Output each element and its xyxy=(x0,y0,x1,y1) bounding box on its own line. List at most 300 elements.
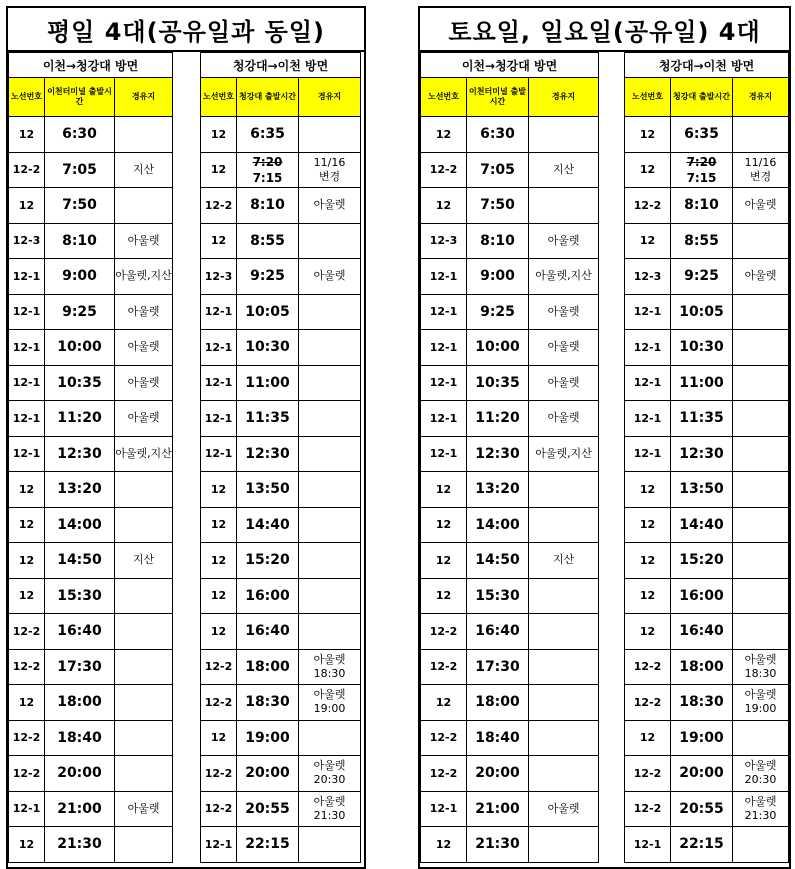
departure-time: 7:50 xyxy=(45,188,115,224)
table-row xyxy=(625,188,789,224)
departure-time: 9:25 xyxy=(467,294,529,330)
table-row xyxy=(201,401,361,437)
table-row xyxy=(625,365,789,401)
route-number: 12 xyxy=(421,543,467,579)
table-row xyxy=(625,649,789,685)
table-row xyxy=(9,401,173,437)
table-row xyxy=(9,330,173,366)
via-note: 19:00 xyxy=(744,702,777,716)
column-header: 노선번호 xyxy=(625,78,671,117)
weekend-panel xyxy=(418,6,791,869)
via-label: 아울렛 xyxy=(313,688,346,702)
via-stop xyxy=(115,649,173,685)
weekend-title: 토요일, 일요일(공유일) 4대 xyxy=(420,8,789,52)
route-number: 12-1 xyxy=(625,294,671,330)
route-number: 12-2 xyxy=(201,791,237,827)
via-note: 변경 xyxy=(318,169,341,183)
departure-time: 18:40 xyxy=(467,720,529,756)
table-row xyxy=(421,649,599,685)
departure-time: 16:00 xyxy=(237,578,299,614)
departure-time: 9:00 xyxy=(45,259,115,295)
route-number: 12-1 xyxy=(9,294,45,330)
route-number: 12 xyxy=(201,578,237,614)
table-row xyxy=(625,791,789,827)
route-number: 12-1 xyxy=(421,436,467,472)
table-row xyxy=(9,365,173,401)
route-number: 12 xyxy=(201,117,237,153)
departure-time: 8:55 xyxy=(671,223,733,259)
via-stop xyxy=(733,720,789,756)
via-stop: 아울렛 xyxy=(115,791,173,827)
via-stop xyxy=(529,827,599,863)
departure-time: 22:15 xyxy=(237,827,299,863)
departure-time: 18:00 xyxy=(237,649,299,685)
column-header-row xyxy=(201,78,361,117)
departure-time: 10:35 xyxy=(45,365,115,401)
route-number: 12 xyxy=(9,578,45,614)
via-stop: 지산 xyxy=(115,152,173,188)
departure-time: 17:30 xyxy=(467,649,529,685)
route-number: 12-2 xyxy=(421,614,467,650)
via-stop xyxy=(299,578,361,614)
departure-time: 9:00 xyxy=(467,259,529,295)
via-note: 18:30 xyxy=(744,666,777,680)
route-number: 12 xyxy=(201,543,237,579)
via-note: 18:30 xyxy=(313,666,346,680)
table-row xyxy=(625,827,789,863)
route-number: 12 xyxy=(625,472,671,508)
route-number: 12-2 xyxy=(421,152,467,188)
via-stop xyxy=(733,649,789,685)
via-stop: 아울렛 xyxy=(115,365,173,401)
via-stop xyxy=(299,472,361,508)
column-header-row xyxy=(625,78,789,117)
route-number: 12 xyxy=(421,827,467,863)
route-number: 12-2 xyxy=(9,152,45,188)
via-label: 아울렛 xyxy=(744,794,777,808)
via-stop xyxy=(529,188,599,224)
route-number: 12-2 xyxy=(9,720,45,756)
via-stop xyxy=(529,507,599,543)
table-row xyxy=(421,720,599,756)
departure-time: 16:00 xyxy=(671,578,733,614)
direction-row xyxy=(201,53,361,78)
via-stop xyxy=(115,720,173,756)
via-stop xyxy=(299,507,361,543)
route-number: 12-2 xyxy=(625,188,671,224)
table-row xyxy=(625,117,789,153)
table-row xyxy=(421,117,599,153)
via-stop xyxy=(733,223,789,259)
old-time: 7:20 xyxy=(686,154,717,169)
via-stop: 아울렛 xyxy=(529,294,599,330)
via-stop xyxy=(299,152,361,188)
departure-time: 10:30 xyxy=(671,330,733,366)
via-stop: 아울렛,지산 xyxy=(529,259,599,295)
departure-time: 14:40 xyxy=(671,507,733,543)
route-number: 12-2 xyxy=(625,791,671,827)
table-row xyxy=(201,117,361,153)
route-number: 12-2 xyxy=(421,756,467,792)
via-label: 아울렛 xyxy=(313,759,346,773)
departure-time: 14:40 xyxy=(237,507,299,543)
table-row xyxy=(201,223,361,259)
route-number: 12 xyxy=(625,223,671,259)
table-row xyxy=(201,507,361,543)
table-row xyxy=(421,188,599,224)
departure-time: 11:00 xyxy=(237,365,299,401)
table-row xyxy=(201,791,361,827)
departure-time: 20:00 xyxy=(45,756,115,792)
via-stop xyxy=(733,614,789,650)
table-row xyxy=(201,756,361,792)
table-row xyxy=(201,543,361,579)
via-stop: 지산 xyxy=(115,543,173,579)
via-stop xyxy=(733,294,789,330)
column-header: 경유지 xyxy=(115,78,173,117)
route-number: 12-1 xyxy=(9,401,45,437)
table-row xyxy=(421,330,599,366)
departure-time: 8:55 xyxy=(237,223,299,259)
table-row xyxy=(201,578,361,614)
route-number: 12-1 xyxy=(9,791,45,827)
route-number: 12 xyxy=(421,188,467,224)
route-number: 12 xyxy=(201,507,237,543)
weekday-panel xyxy=(6,6,366,869)
departure-time: 9:25 xyxy=(237,259,299,295)
via-stop xyxy=(733,365,789,401)
departure-time: 13:20 xyxy=(45,472,115,508)
table-row xyxy=(625,294,789,330)
departure-time: 9:25 xyxy=(671,259,733,295)
via-stop xyxy=(299,685,361,721)
column-header: 노선번호 xyxy=(421,78,467,117)
via-stop xyxy=(733,507,789,543)
departure-time: 18:40 xyxy=(45,720,115,756)
table-row xyxy=(625,614,789,650)
via-stop xyxy=(733,791,789,827)
new-time: 7:15 xyxy=(252,170,283,185)
route-number: 12-1 xyxy=(201,294,237,330)
via-stop xyxy=(733,685,789,721)
via-stop xyxy=(299,223,361,259)
route-number: 12 xyxy=(421,472,467,508)
departure-time: 20:00 xyxy=(467,756,529,792)
route-number: 12-2 xyxy=(201,649,237,685)
table-row xyxy=(201,649,361,685)
via-note: 21:30 xyxy=(744,808,777,822)
table-row xyxy=(625,543,789,579)
via-stop xyxy=(529,614,599,650)
table-row xyxy=(9,507,173,543)
route-number: 12-2 xyxy=(201,756,237,792)
table-row xyxy=(9,578,173,614)
table-row xyxy=(421,223,599,259)
via-label: 아울렛 xyxy=(313,794,346,808)
departure-time: 11:35 xyxy=(671,401,733,437)
departure-time: 8:10 xyxy=(237,188,299,224)
departure-time: 15:30 xyxy=(467,578,529,614)
departure-time: 16:40 xyxy=(671,614,733,650)
route-number: 12-1 xyxy=(625,827,671,863)
table-row xyxy=(201,472,361,508)
departure-time: 8:10 xyxy=(467,223,529,259)
table-row xyxy=(201,188,361,224)
table-row xyxy=(421,543,599,579)
table-row xyxy=(9,827,173,863)
route-number: 12-2 xyxy=(421,649,467,685)
route-number: 12-2 xyxy=(201,685,237,721)
direction-label: 청강대→이천 방면 xyxy=(625,53,789,78)
route-number: 12-1 xyxy=(201,827,237,863)
departure-time: 13:50 xyxy=(237,472,299,508)
table-row xyxy=(625,685,789,721)
route-number: 12 xyxy=(625,152,671,188)
route-number: 12 xyxy=(201,223,237,259)
table-row xyxy=(9,720,173,756)
departure-time: 11:00 xyxy=(671,365,733,401)
table-row xyxy=(421,507,599,543)
departure-time: 12:30 xyxy=(237,436,299,472)
route-number: 12 xyxy=(201,472,237,508)
departure-time: 10:35 xyxy=(467,365,529,401)
table-row xyxy=(9,436,173,472)
table-row xyxy=(201,152,361,188)
table-row xyxy=(201,365,361,401)
departure-time: 6:30 xyxy=(467,117,529,153)
departure-time: 20:55 xyxy=(671,791,733,827)
route-number: 12 xyxy=(9,188,45,224)
departure-time: 19:00 xyxy=(237,720,299,756)
route-number: 12-1 xyxy=(421,401,467,437)
departure-time: 14:50 xyxy=(467,543,529,579)
departure-time: 10:00 xyxy=(45,330,115,366)
via-stop xyxy=(299,294,361,330)
table-row xyxy=(421,827,599,863)
departure-time: 16:40 xyxy=(467,614,529,650)
via-stop xyxy=(733,117,789,153)
table-row xyxy=(625,259,789,295)
departure-time: 18:00 xyxy=(467,685,529,721)
route-number: 12-1 xyxy=(201,330,237,366)
departure-time: 21:00 xyxy=(467,791,529,827)
via-stop xyxy=(733,543,789,579)
via-stop xyxy=(733,472,789,508)
via-stop: 아울렛 xyxy=(115,330,173,366)
column-header: 청강대 출발시간 xyxy=(237,78,299,117)
via-stop: 아울렛 xyxy=(529,365,599,401)
table-row xyxy=(625,756,789,792)
route-number: 12-1 xyxy=(421,791,467,827)
via-stop xyxy=(529,649,599,685)
via-stop: 아울렛 xyxy=(299,259,361,295)
via-stop: 아울렛 xyxy=(115,294,173,330)
table-row xyxy=(421,152,599,188)
via-label: 아울렛 xyxy=(744,652,777,666)
table-row xyxy=(421,436,599,472)
via-stop xyxy=(529,756,599,792)
via-stop: 아울렛 xyxy=(529,791,599,827)
inbound-timetable xyxy=(624,52,789,863)
departure-time: 21:00 xyxy=(45,791,115,827)
route-number: 12-2 xyxy=(9,756,45,792)
route-number: 12-2 xyxy=(625,649,671,685)
outbound-timetable xyxy=(8,52,173,863)
departure-time: 10:00 xyxy=(467,330,529,366)
direction-label: 이천→청강대 방면 xyxy=(9,53,173,78)
direction-row xyxy=(421,53,599,78)
table-row xyxy=(201,259,361,295)
via-stop xyxy=(529,720,599,756)
route-number: 12 xyxy=(9,507,45,543)
route-number: 12-2 xyxy=(421,720,467,756)
via-note: 21:30 xyxy=(313,808,346,822)
departure-time: 6:35 xyxy=(237,117,299,153)
table-row xyxy=(625,330,789,366)
departure-time: 13:50 xyxy=(671,472,733,508)
departure-time: 10:05 xyxy=(671,294,733,330)
table-row xyxy=(421,472,599,508)
departure-time: 11:20 xyxy=(45,401,115,437)
table-row xyxy=(9,614,173,650)
table-row xyxy=(421,259,599,295)
departure-time: 20:55 xyxy=(237,791,299,827)
outbound-timetable xyxy=(420,52,599,863)
departure-time: 9:25 xyxy=(45,294,115,330)
via-label: 아울렛 xyxy=(313,652,346,666)
route-number: 12 xyxy=(201,614,237,650)
via-label: 11/16 xyxy=(313,155,346,169)
column-header: 노선번호 xyxy=(201,78,237,117)
table-row xyxy=(201,827,361,863)
route-number: 12 xyxy=(9,543,45,579)
weekend-tables xyxy=(420,52,789,867)
via-stop: 아울렛,지산 xyxy=(115,436,173,472)
route-number: 12-1 xyxy=(201,436,237,472)
departure-time: 6:35 xyxy=(671,117,733,153)
route-number: 12 xyxy=(201,720,237,756)
table-row xyxy=(9,223,173,259)
departure-time: 13:20 xyxy=(467,472,529,508)
route-number: 12-3 xyxy=(421,223,467,259)
direction-row xyxy=(625,53,789,78)
route-number: 12-1 xyxy=(421,365,467,401)
via-stop: 지산 xyxy=(529,543,599,579)
column-header: 청강대 출발시간 xyxy=(671,78,733,117)
table-row xyxy=(201,330,361,366)
departure-time: 19:00 xyxy=(671,720,733,756)
via-stop xyxy=(299,117,361,153)
via-stop xyxy=(733,436,789,472)
route-number: 12-2 xyxy=(625,756,671,792)
via-stop xyxy=(733,827,789,863)
departure-time: 22:15 xyxy=(671,827,733,863)
departure-time: 12:30 xyxy=(671,436,733,472)
departure-time: 7:05 xyxy=(45,152,115,188)
departure-time: 14:50 xyxy=(45,543,115,579)
table-row xyxy=(9,756,173,792)
via-stop xyxy=(299,330,361,366)
table-row xyxy=(9,188,173,224)
column-header-row xyxy=(9,78,173,117)
via-label: 11/16 xyxy=(744,155,777,169)
via-stop xyxy=(115,756,173,792)
column-header: 경유지 xyxy=(529,78,599,117)
new-time: 7:15 xyxy=(686,170,717,185)
via-stop xyxy=(529,472,599,508)
departure-time: 16:40 xyxy=(237,614,299,650)
departure-time: 18:00 xyxy=(671,649,733,685)
route-number: 12 xyxy=(9,117,45,153)
via-stop xyxy=(115,578,173,614)
direction-row xyxy=(9,53,173,78)
table-row xyxy=(625,152,789,188)
departure-time: 7:05 xyxy=(467,152,529,188)
departure-time: 16:40 xyxy=(45,614,115,650)
via-stop xyxy=(299,401,361,437)
column-header: 이천터미널 출발시간 xyxy=(45,78,115,117)
route-number: 12 xyxy=(9,685,45,721)
via-stop xyxy=(115,472,173,508)
table-row xyxy=(421,756,599,792)
via-stop: 아울렛,지산 xyxy=(115,259,173,295)
departure-time: 20:00 xyxy=(237,756,299,792)
departure-time: 15:20 xyxy=(237,543,299,579)
table-row xyxy=(421,685,599,721)
column-header: 이천터미널 출발시간 xyxy=(467,78,529,117)
departure-time: 10:30 xyxy=(237,330,299,366)
via-stop xyxy=(733,756,789,792)
old-time: 7:20 xyxy=(252,154,283,169)
table-row xyxy=(625,436,789,472)
route-number: 12-1 xyxy=(201,365,237,401)
route-number: 12-1 xyxy=(625,436,671,472)
table-row xyxy=(625,401,789,437)
column-header-row xyxy=(421,78,599,117)
via-stop xyxy=(733,401,789,437)
route-number: 12-1 xyxy=(201,401,237,437)
table-row xyxy=(201,436,361,472)
via-stop xyxy=(299,720,361,756)
route-number: 12 xyxy=(201,152,237,188)
route-number: 12 xyxy=(421,685,467,721)
via-stop xyxy=(733,152,789,188)
table-row xyxy=(625,720,789,756)
route-number: 12-1 xyxy=(9,365,45,401)
departure-time: 20:00 xyxy=(671,756,733,792)
via-stop xyxy=(529,685,599,721)
via-stop xyxy=(299,649,361,685)
table-row xyxy=(9,685,173,721)
column-header: 경유지 xyxy=(299,78,361,117)
column-header: 경유지 xyxy=(733,78,789,117)
departure-time: 8:10 xyxy=(45,223,115,259)
table-row xyxy=(421,614,599,650)
route-number: 12 xyxy=(625,614,671,650)
route-number: 12-1 xyxy=(625,330,671,366)
table-row xyxy=(9,649,173,685)
via-stop xyxy=(529,578,599,614)
route-number: 12 xyxy=(625,578,671,614)
departure-time xyxy=(237,152,299,188)
departure-time: 21:30 xyxy=(45,827,115,863)
departure-time xyxy=(671,152,733,188)
weekday-title: 평일 4대(공유일과 동일) xyxy=(8,8,364,52)
via-stop: 아울렛 xyxy=(115,401,173,437)
table-row xyxy=(201,614,361,650)
route-number: 12 xyxy=(9,827,45,863)
table-row xyxy=(9,117,173,153)
